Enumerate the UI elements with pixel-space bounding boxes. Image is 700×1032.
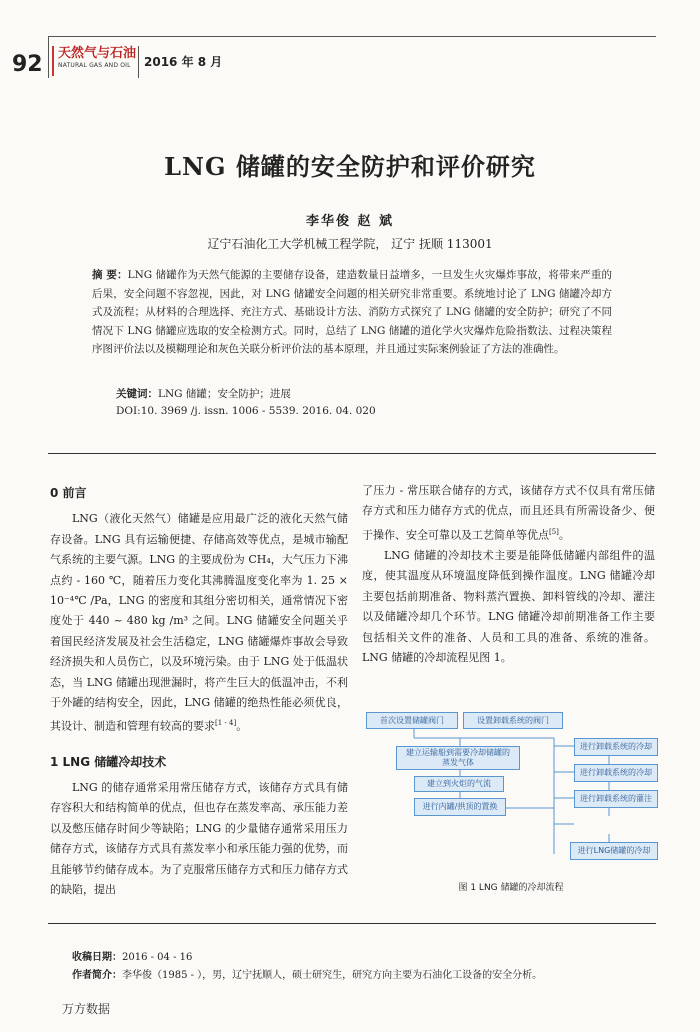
flow-box-filling: 进行卸载系统的灌注 (574, 790, 658, 808)
paper-title: LNG 储罐的安全防护和评价研究 (164, 152, 536, 181)
header-divider (138, 46, 139, 78)
flow-box-cooldown-2: 进行卸载系统的冷却 (574, 764, 658, 782)
received-date (72, 948, 192, 963)
flow-box-cooldown-1: 进行卸载系统的冷却 (574, 738, 658, 756)
cooling-paragraph: LNG 的储存通常采用常压储存方式，该储存方式具有储存容积大和结构简单的优点，但也存在蒸发率高、承压能力差以及憋压储存时间少等缺陷；LNG 的少量储存通常采用压力储存方式，该储存方式具有蒸发率小和承压能力强的优势，而且能够节约储存成本。为了克服常压储存方式和压力储存方式的缺陷，提出 (50, 780, 348, 896)
flow-box-unload-valve: 设置卸载系统的阀门 (463, 712, 563, 729)
flowchart-figure (364, 712, 658, 870)
keywords-label: 关键词： (116, 388, 158, 400)
keywords (116, 386, 291, 401)
section-heading-intro: 0 前言 (50, 486, 87, 500)
watermark: 万方数据 (62, 1002, 111, 1016)
keywords-text: LNG 储罐；安全防护；进展 (158, 388, 291, 400)
left-column (50, 483, 348, 900)
affiliation: 辽宁石油化工大学机械工程学院， 辽宁 抚顺 113001 (207, 237, 493, 251)
continued-text: 了压力 - 常压联合储存的方式，该储存方式不仅具有常压储存方式和压力储存方式的优点，而且还具有所需设备少、便于操作、安全可靠以及工艺简单等优点 (362, 484, 655, 542)
footnote-divider (48, 923, 656, 924)
cooling-tech-paragraph: LNG 储罐的冷却技术主要是能降低储罐内部组件的温度，使其温度从环境温度降低到操作温度。LNG 储罐冷却主要包括前期准备、物料蒸汽置换、卸料管线的冷却、灌注以及储罐冷却几个环节。LNG 储罐冷却前期准备工作主要包括相关文件的准备、人员和工具的准备、系统的准备。LNG 储罐的冷却流程见图 1。 (362, 548, 655, 664)
citation: [1 - 4] (215, 719, 237, 728)
figure-caption: 图 1 LNG 储罐的冷却流程 (458, 883, 564, 893)
flow-box-tank-cooldown: 进行LNG储罐的冷却 (570, 842, 658, 860)
issue-date: 2016 年 8 月 (144, 55, 223, 69)
journal-name-cn: 天然气与石油 (58, 46, 137, 61)
author-bio-label: 作者简介： (72, 970, 122, 981)
flow-box-purge: 进行内罐/拱顶的置换 (414, 798, 506, 816)
received-label: 收稿日期： (72, 952, 122, 963)
author-bio-text: 李华俊（1985 - ），男，辽宁抚顺人，硕士研究生，研究方向主要为石油化工设备的安全分析。 (122, 970, 543, 981)
doi: DOI:10. 3969 /j. issn. 1006 - 5539. 2016. 04. 020 (116, 405, 376, 417)
abstract-label: 摘 要： (92, 269, 128, 281)
intro-end: 。 (236, 720, 248, 734)
citation: [5] (549, 527, 559, 536)
abstract (92, 266, 612, 359)
intro-paragraph (50, 509, 348, 737)
flow-box-boiloff-gas: 建立运输船到需要冷却储罐的蒸发气体 (396, 746, 520, 770)
flow-box-flare: 建立到火炬的气流 (414, 776, 504, 792)
continued-paragraph (362, 481, 655, 546)
section-heading-cooling: 1 LNG 储罐冷却技术 (50, 754, 167, 769)
journal-name-en: NATURAL GAS AND OIL (58, 62, 131, 69)
header-rule (48, 36, 656, 37)
received-value: 2016 - 04 - 16 (122, 952, 193, 963)
continued-end: 。 (558, 528, 570, 542)
intro-text: LNG（液化天然气）储罐是应用最广泛的液化天然气储存设备。LNG 具有运输便捷、存储高效等优点，是城市输配气系统的主要气源。LNG 的主要成份为 CH₄，大气压力下沸点约 - 160 ℃，随着压力变化其沸腾温度变化率为 1. 25 × 10⁻⁴℃ /Pa，LNG 的密度和其组分密切相关，通常情况下密度处于 440 ~ 480 kg /m³ 之间。LNG 储罐安全问题关乎着国民经济发展及社会生活稳定，LNG 储罐爆炸事故会导致经济损失和人员伤亡，以及环境污染。由于 LNG 处于低温状态，当 LNG 储罐出现泄漏时，将产生巨大的低温冲击，不利于外罐的结构安全，因此，LNG 储罐的绝热性能必须优良，其设计、制造和管理有较高的要求 (50, 512, 348, 734)
author-bio (72, 966, 542, 981)
flow-box-tank-valve: 首次设置储罐阀门 (366, 712, 458, 729)
journal-logo (52, 46, 140, 76)
section-divider (48, 453, 656, 454)
right-column (362, 481, 655, 668)
abstract-text: LNG 储罐作为天然气能源的主要储存设备，建造数量日益增多，一旦发生火灾爆炸事故，将带来严重的后果，安全问题不容忽视，因此，对 LNG 储罐安全问题的相关研究非常重要。系统地讨论了 LNG 储罐冷却方式及流程；从材料的合理选择、充注方式、基础设计方法、消防方式探究了 LNG 储罐的安全防护；研究了不同情况下 LNG 储罐应选取的安全检测方式。同时，总结了 LNG 储罐的道化学火灾爆炸危险指数法、过程决策程序图评价法以及模糊理论和灰色关联分析评价法的基本原理，并且通过实际案例验证了方法的准确性。 (92, 269, 612, 355)
authors: 李华俊 赵 斌 (305, 214, 395, 229)
header-rule-vertical (48, 36, 49, 78)
page-number: 92 (12, 52, 43, 77)
